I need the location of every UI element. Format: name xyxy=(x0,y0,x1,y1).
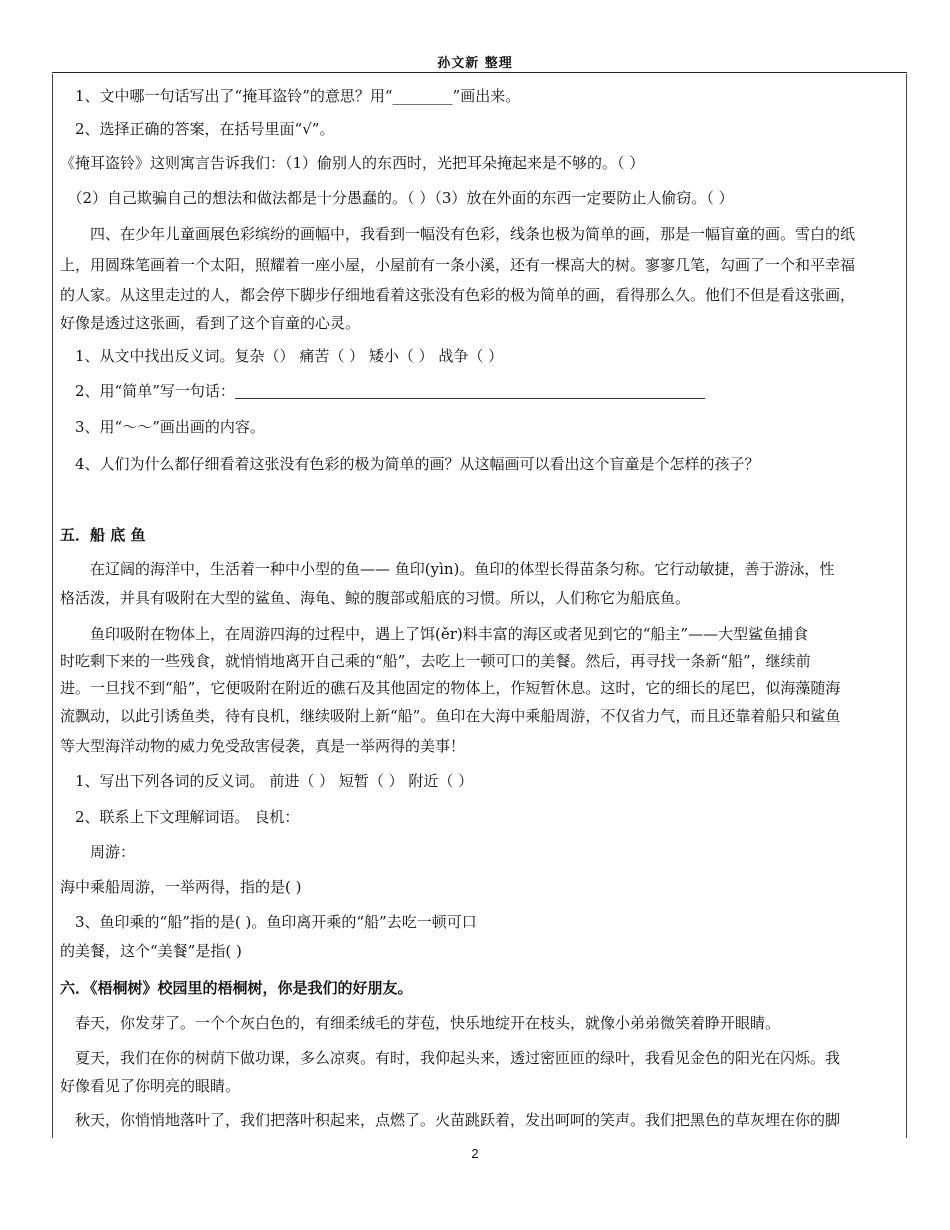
text-line: 进。一旦找不到“船”，它便吸附在附近的礁石及其他固定的物体上，作短暂休息。这时，它的细长的尾巴，似海藻随海 xyxy=(60,679,841,697)
text-line: 《掩耳盗铃》这则寓言告诉我们：（1）偷别人的东西时，光把耳朵掩起来是不够的。（ ） xyxy=(60,154,645,172)
text-line: 上，用圆珠笔画着一个太阳，照耀着一座小屋，小屋前有一条小溪，还有一棵高大的树。寥寥几笔，勾画了一个和平幸福 xyxy=(60,256,856,274)
header-rule xyxy=(52,72,907,73)
text-line: 在辽阔的海洋中，生活着一种中小型的鱼—— 鱼印(yìn)。鱼印的体型长得苗条匀称。它行动敏捷，善于游泳，性 xyxy=(60,560,835,578)
text-line: 好像看见了你明亮的眼睛。 xyxy=(60,1077,241,1095)
page-number: 2 xyxy=(471,1146,479,1161)
text-line: 夏天，我们在你的树荫下做功课，多么凉爽。有时，我仰起头来，透过密匝匝的绿叶，我看见金色的阳光在闪烁。我 xyxy=(60,1049,841,1067)
text-line: 秋天，你悄悄地落叶了，我们把落叶积起来，点燃了。火苗跳跃着，发出呵呵的笑声。我们把黑色的草灰埋在你的脚 xyxy=(60,1111,841,1129)
text-line: 1、写出下列各词的反义词。 前进（ ） 短暂（ ） 附近（ ） xyxy=(60,772,474,790)
text-line: 1、从文中找出反义词。复杂（） 痛苦（ ） 矮小（ ） 战争（ ） xyxy=(60,347,504,365)
text-line: 2、联系上下文理解词语。 良机： xyxy=(60,808,300,826)
text-line: 4、人们为什么都仔细看着这张没有色彩的极为简单的画？从这幅画可以看出这个盲童是个怎样的孩子？ xyxy=(60,455,760,473)
text-line: 四、在少年儿童画展色彩缤纷的画幅中，我看到一幅没有色彩，线条也极为简单的画，那是一幅盲童的画。雪白的纸 xyxy=(60,225,856,243)
text-line: 春天，你发芽了。一个个灰白色的，有细柔绒毛的芽苞，快乐地绽开在枝头，就像小弟弟微笑着睁开眼睛。 xyxy=(60,1014,781,1032)
text-line: 2、选择正确的答案，在括号里面“√”。 xyxy=(60,120,335,138)
text-line: 时吃剩下来的一些残食，就悄悄地离开自己乘的“船”，去吃上一顿可口的美餐。然后，再寻找一条新“船”，继续前 xyxy=(60,652,811,670)
page-header: 孙文新 整理 xyxy=(437,56,513,71)
text-line: 海中乘船周游，一举两得，指的是( ) xyxy=(60,878,302,896)
question-text: 2、用“简单”写一句话： xyxy=(60,382,235,400)
section-title: 五．船 底 鱼 xyxy=(60,526,146,544)
answer-blank[interactable] xyxy=(235,386,705,399)
frame-right-border xyxy=(906,74,907,1138)
text-line: 1、文中哪一句话写出了“掩耳盗铃”的意思？用“________”画出来。 xyxy=(60,87,521,105)
text-line: 流飘动，以此引诱鱼类，待有良机，继续吸附上新“船”。鱼印在大海中乘船周游，不仅省力气，而且还靠着船只和鲨鱼 xyxy=(60,707,841,725)
text-line: 3、鱼印乘的“船”指的是( )。鱼印离开乘的“船”去吃一顿可口 xyxy=(60,913,477,931)
text-line: 鱼印吸附在物体上，在周游四海的过程中，遇上了饵(ěr)料丰富的海区或者见到它的“船主”——大型鲨鱼捕食 xyxy=(60,625,809,643)
text-line: 好像是透过这张画，看到了这个盲童的心灵。 xyxy=(60,314,361,332)
text-line: 的美餐，这个“美餐”是指( ) xyxy=(60,942,242,960)
text-line: （2）自己欺骗自己的想法和做法都是十分愚蠢的。（ ）（3）放在外面的东西一定要防止人偷窃。（ ） xyxy=(60,189,734,207)
text-line: 格活泼，并具有吸附在大型的鲨鱼、海龟、鲸的腹部或船底的习惯。所以，人们称它为船底鱼。 xyxy=(60,589,691,607)
text-line xyxy=(60,381,900,401)
section-heading: 六．《梧桐树》校园里的梧桐树，你是我们的好朋友。 xyxy=(60,979,413,997)
text-line: 等大型海洋动物的威力免受敌害侵袭，真是一举两得的美事！ xyxy=(60,737,466,755)
text-line: 周游： xyxy=(60,843,136,861)
section-title xyxy=(60,978,900,998)
text-line: 3、用“～～”画出画的内容。 xyxy=(60,418,265,436)
frame-left-border xyxy=(52,74,53,1138)
text-line: 的人家。从这里走过的人，都会停下脚步仔细地看着这张没有色彩的极为简单的画，看得那么久。他们不但是看这张画， xyxy=(60,286,856,304)
